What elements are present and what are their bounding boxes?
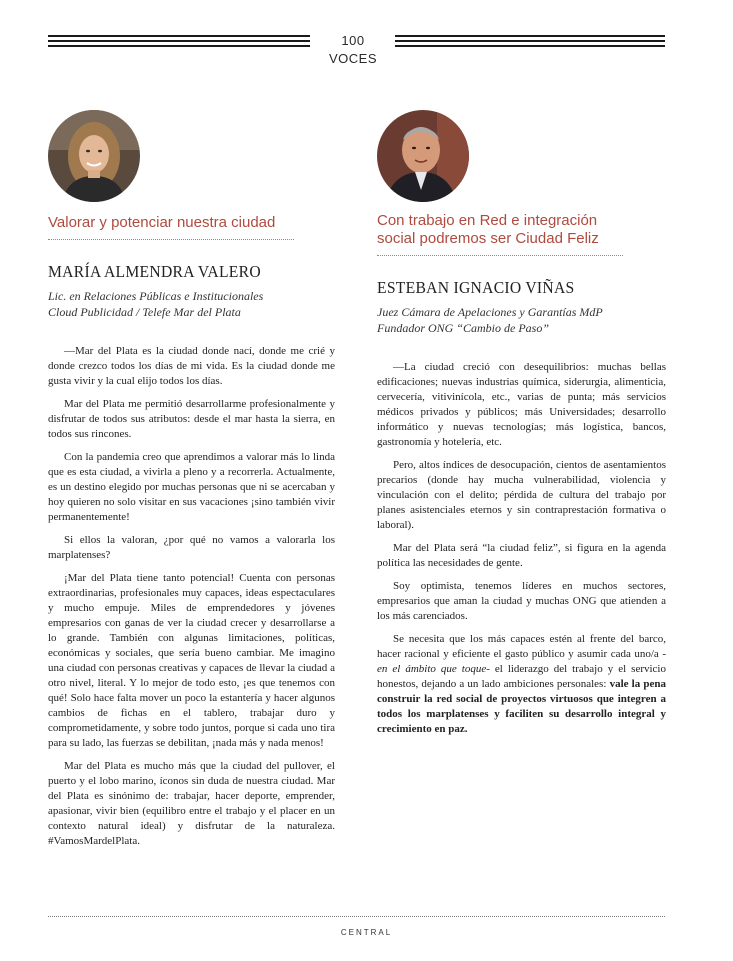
right-headline-line: social podremos ser Ciudad Feliz: [377, 230, 599, 247]
text-run-bold: vale la pena construir la red social de proyectos virtuosos que integren a todos los marplatenses y faciliten su desarrollo integral y crecimiento en paz.: [377, 678, 666, 735]
left-role-line: Cloud Publicidad / Telefe Mar del Plata: [48, 305, 241, 319]
section-label: 100 VOCES: [328, 33, 377, 66]
paragraph: Soy optimista, tenemos líderes en muchos sectores, empresarios que aman la ciudad y muchas ONG que atienden a los más carenciados.: [377, 580, 666, 622]
paragraph-final: [377, 632, 666, 737]
left-headline: Valorar y potenciar nuestra ciudad: [48, 214, 294, 240]
footer-rule: [48, 916, 665, 917]
right-role-line: Juez Cámara de Apelaciones y Garantías MdP: [377, 305, 603, 319]
right-headline: [377, 212, 623, 256]
text-run: el liderazgo del trabajo y el servicio honestos, dejando a un lado ambiciones personales:: [377, 663, 666, 690]
right-article-body: [377, 360, 666, 737]
paragraph: Con la pandemia creo que aprendimos a valorar más lo linda que es esta ciudad, a vivirla a pleno y a recorrerla. Actualmente, es un destino elegido por muchas personas que ni se acercaban y hoy quieren no solo visitar en sus vacaciones ¡sino también vivir permanentemente!: [48, 451, 335, 523]
header-rule-left: [48, 35, 310, 47]
paragraph: Mar del Plata es mucho más que la ciudad del pullover, el puerto y el lobo marino, íconos sin duda de nuestra ciudad. Mar del Plata es sinónimo de: trabajar, hacer deporte, emprender, apasionar, vivir bien (equilibro entre el trabajo y el placer en un contexto natural ideal) y disfrutar de la naturaleza. #VamosMardelPlata.: [48, 760, 335, 847]
left-article-body: [48, 344, 335, 849]
paragraph: Pero, altos índices de desocupación, cientos de asentamientos precarios (donde hay mucha vulnerabilidad, violencia y vinculación con el delito; pérdida de cultura del trabajo por planes asistenciales eternos y sin contraprestación formativa o laboral).: [377, 459, 666, 531]
header-rule-right: [395, 35, 665, 47]
paragraph: Mar del Plata será “la ciudad feliz”, si figura en la agenda política las necesidades de gente.: [377, 542, 666, 569]
paragraph: —Mar del Plata es la ciudad donde nací, donde me crié y donde crezco todos los días de mi vida. Es la ciudad donde me gusta vivir y la cual elijo todos los días.: [48, 345, 335, 387]
right-author-name: ESTEBAN IGNACIO VIÑAS: [377, 278, 575, 297]
right-role-line: Fundador ONG “Cambio de Paso”: [377, 321, 550, 335]
right-author-role: [377, 304, 666, 336]
left-column: [48, 110, 335, 857]
text-run: Se necesita que los más capaces estén al frente del barco, hacer racional y eficiente el gasto público y asumir cada uno/a: [377, 633, 666, 660]
page-header: [48, 32, 665, 66]
avatar-man-photo: [377, 110, 469, 202]
paragraph: Si ellos la valoran, ¿por qué no vamos a valorarla los marplatenses?: [48, 534, 335, 561]
avatar-woman-photo: [48, 110, 140, 202]
paragraph: Mar del Plata me permitió desarrollarme profesionalmente y disfrutar de todos sus atributos: desde el mar hasta la sierra, en todos sus rincones.: [48, 398, 335, 440]
left-author-role: [48, 288, 335, 320]
left-author-name: MARÍA ALMENDRA VALERO: [48, 262, 261, 281]
left-role-line: Lic. en Relaciones Públicas e Institucionales: [48, 289, 264, 303]
right-headline-line: Con trabajo en Red e integración: [377, 212, 598, 229]
right-column: [377, 110, 666, 745]
footer-label: CENTRAL: [340, 928, 393, 937]
paragraph: ¡Mar del Plata tiene tanto potencial! Cuenta con personas extraordinarias, profesionales muy capaces, ideas espectaculares y mucho empuje. Miles de emprendedores y jóvenes empresarios con ganas de ver la ciudad crecer y desarrollarse a lo grande. También con algunas limitaciones, políticas, económicas y sociales, que sería bueno cambiar. Me imagino una ciudad con personas creativas y capaces de llevar la ciudad a otro nivel, literal. Y lo mejor de todo esto, ¡es que tenemos con qué! Solo hace falta mover un poco la estantería y hacer algunos cambios de fichas en el tablero, trabajar duro y comprometidamente, y sobre todo juntos, porque si cada uno tira para su lado, las fuerzas se debilitan, ¡nada más y nada menos!: [48, 572, 335, 749]
paragraph: —La ciudad creció con desequilibrios: muchas bellas edificaciones; nuevas industrias química, siderurgia, alimenticia, cervecería, vitivinícola, etc., varias de punta; más servicios médicos privados y públicos; más Universidades; desarrollo informático y nuevas tecnologías; más logística, bancos, gastronomía y hotelería, etc.: [377, 361, 666, 448]
text-run-italic: -en el ámbito que toque-: [377, 648, 666, 675]
